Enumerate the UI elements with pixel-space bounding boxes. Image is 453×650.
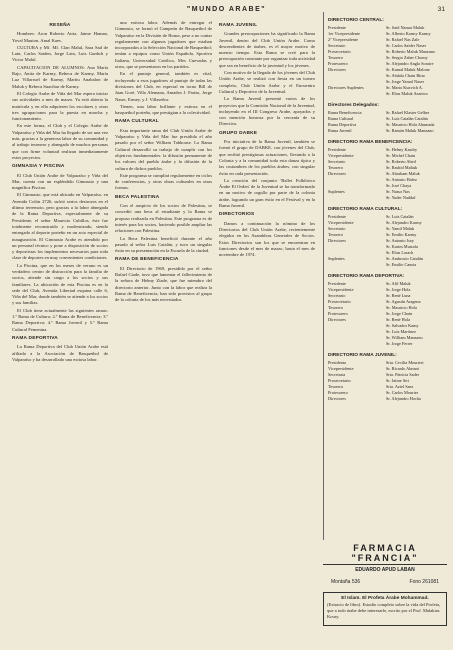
paragraph: CULTURA y Mf. Mf. Clan Malul, Sara Sad de Lain, Carlos Saiden, Jorge Lain, Luis Gunbch y Victor Malul. — [12, 44, 108, 63]
directory-role: Protesorero — [328, 311, 348, 316]
directory-role: Rama Cultural — [328, 116, 354, 121]
directory-member-name: Srta. Cecilia Mourieri — [386, 360, 424, 365]
directory-role: Secretario — [328, 159, 346, 164]
directory-role: Presidente — [328, 214, 346, 219]
section-heading: GIMNASIA Y PISCINA — [12, 164, 65, 170]
article-column-3 — [219, 20, 315, 259]
directory-member-name: Sr. Agustín Aragena — [386, 299, 421, 304]
directory-row — [324, 91, 448, 97]
ad-owner: EDUARDO APUD LABAN — [355, 567, 415, 573]
ad-title: FARMACIA "FRANCIA" — [323, 543, 447, 565]
section-heading: RAMA DE BENEFICENCIA — [115, 257, 179, 263]
paragraph: La Rama Deportiva del Club Unión Arabe está afiliada a la Asociación de Basquetbol de Valparaíso y ha desarrollado una exitosa labor. — [12, 344, 108, 362]
section-heading: RAMA DEPORTIVA — [12, 335, 58, 341]
paragraph: El Directorio de 1969, presidido por el señor Rafael Ciade, tuvo que lamentar el fallecimiento de la señora de Helmy Ziade, que fue miembro del directorio anterior. Junto con la labor que realiza la Rama de Beneficencia, han sido provistos al grupo de la colonia de los más necesitados. — [115, 265, 212, 303]
directory-role: Rama Deportiva — [328, 122, 357, 127]
directory-role: Protesorero — [328, 390, 348, 395]
paragraph: Con el auspicio de los socios de Palestina, se concedió una beca al estudiante y la Rama se propuso realizarla en Palestina. Este programa es de interés para los socios, haciendo posible ampliar las relaciones con Palestina. — [115, 203, 212, 234]
directory-row — [324, 396, 448, 402]
section-heading: BECA PALESTINA — [115, 194, 160, 200]
directory-member-name: Sr. Salvador Kamy — [386, 323, 419, 328]
directory-member-name: Sr. Yuder Naddaf — [386, 195, 416, 200]
paragraph: Damos a continuación la nómina de los Directorios del Club Unión Arabe, recientemente elegidos en los Asambleas Generales de Socios. Estos Directorios son los que se encuentran en funciones desde el mes de marzo, hasta el mes de noviembre de 1974. — [219, 220, 315, 258]
book-ad-title: El Islam. El Profeta Árabe Mohammad. — [341, 596, 429, 601]
paragraph: El Club Unión Arabe de Valparaíso y Viña del Mar, cuenta con un espléndido Gimnasio y una magnífica Piscina. — [12, 172, 108, 191]
paragraph: Con motivo de la llegada de los jóvenes del Club Unión Arabe, se realizó con fiesta en un torneo completo, Club Unión Arabe y el Encuentro Cultural y Deportivo de la Juventud. — [219, 70, 315, 94]
directory-role: Presidente — [328, 147, 346, 152]
directory-member-name: Sr. Emilio Karmy — [386, 232, 417, 237]
directory-row — [324, 262, 448, 268]
directory-section-title: DIRECTORIO RAMA JUVENIL: — [328, 353, 397, 358]
section-heading: DIRECTORIOS — [219, 212, 255, 218]
directory-member-name: Sr. Michel Chain — [386, 153, 416, 158]
directory-member-name: Sr. Jorge Chain — [386, 311, 413, 316]
book-ad-text: (Extracto de libro). Estudio completo sobre la vida del Profeta, que a todo árabe debe interesarle, escrito por el Prof. Malakias Koury. — [327, 602, 441, 619]
directory-role: Directores — [328, 238, 346, 243]
directory-role: Tesorero — [328, 232, 343, 237]
directory-member-name: Sr. Carlos Saider Naser — [386, 43, 427, 48]
directory-role: Directores — [328, 317, 346, 322]
directory-member-name: Sr. Helmy Kazdry — [386, 147, 418, 152]
directory-role: Prosecretario — [328, 299, 351, 304]
directory-role: Presidenta — [328, 360, 346, 365]
directory-member-name: Sr. Ambrosio Catalán — [386, 256, 423, 261]
directory-role: Vicepresidente — [328, 153, 354, 158]
book-ad-box — [323, 592, 447, 626]
directory-member-name: Sr. Antonio Jury — [386, 238, 415, 243]
directory-role: Tesorera — [328, 384, 343, 389]
directory-role: Secretario — [328, 43, 346, 48]
section-heading: GRUPO DABKE — [219, 130, 258, 136]
directory-role: Directores — [328, 171, 346, 176]
directory-member-name: Srta. Patricia Sader — [386, 372, 420, 377]
directory-member-name: Sr. Abdala Chain Bitar — [386, 73, 425, 78]
paragraph: Esta importante rama del Club Unión Arabe de Valparaíso y Viña del Mar fue presidida el año pasado por el señor William Tabbouse. La Rama Cultural desarrolló su trabajo de cumplir con los objetivos fundamentales: la difusión permanente de los valores del pueblo árabe y la difusión de la cultura de dichos pueblos. — [115, 127, 212, 171]
directory-role: Directores — [328, 396, 346, 401]
page-number: 31 — [437, 6, 445, 13]
directory-member-name: Sr. Mauricio Hola Ahumada — [386, 122, 435, 127]
directory-role: Prosecretario — [328, 49, 351, 54]
paragraph: CAPACITACION DE ALUMNOS: Ana María Rajo, Anita de Karmy, Rebeca de Karmy, María Luz Villarruel de Karmy, Martiu Anabalon de Maluk y Rebeca Suacibar de Karmy. — [12, 64, 108, 89]
directory-member-name: Sr. Carlos Mourier — [386, 390, 419, 395]
directory-role: Protesorero — [328, 61, 348, 66]
directory-role: Directores — [328, 67, 346, 72]
directory-member-name: Sr. Jorge Hola — [386, 287, 411, 292]
directory-member-name: Sr. Emilio Cansia — [386, 262, 417, 267]
directory-role: 1er Vicepresidente — [328, 31, 360, 36]
directory-member-name: Sr. Ricardo Abnani — [386, 366, 419, 371]
directory-role: Tesorero — [328, 55, 343, 60]
directory-role: Suplentes — [328, 256, 345, 261]
directory-member-name: Sr. William Manzano — [386, 335, 423, 340]
paragraph: El Gimnasio, que está ubicado en Valparaíso, en Avenida Colón 2726, sufrió serios destrozos en el último terremoto, pero gracias a la labor abnegada de la Rama Deportiva, especialmente de su Presidente, el señor Mauricio Cubillos, éste fue totalmente reconstruido y modernizado, siendo entregado al deporte porteño en un acto especial de inauguración. El Gimnasio Arabe es atendido por un personal técnico y pone a disposición de socios y deportistas los implementos necesarios para toda clase de deportes en muy convenientes condiciones. — [12, 192, 108, 261]
ad-address: Montaña 536 — [331, 579, 361, 585]
directory-member-name: Sr. Mario Kuzvich A. — [386, 85, 423, 90]
directory-role: Vicepresidente — [328, 287, 354, 292]
directory-role: 2º Vicepresidente — [328, 37, 358, 42]
directory-member-name: Sr. Elias Maluk Azanico — [386, 91, 428, 96]
directory-column — [323, 12, 448, 540]
directory-row — [324, 341, 448, 347]
directory-role: Presidente — [328, 25, 346, 30]
directory-role: Rama Beneficencia — [328, 110, 362, 115]
directory-member-name: Srta. Aziel Saez — [386, 384, 414, 389]
paragraph: una exitosa labor. Además de entregar el Gimnasio, se formó el Campeón de Basquetbol de Valparaíso en la División de Honor, pese a no contar regularmente con algunos jugadores que estaban incorporados a la Selección Nacional de Basquetbol; tenían a equipos como Unión Española, Sportiva Italiana, Universidad Católica, Mes Cuevadas y otros, que se presentaron en los partidos. — [115, 20, 212, 70]
paragraph: El Club tiene actualmente las siguientes ramas: 1.º Rama de Cultura; 2.º Rama de Beneficencia; 3.º Rama Deportiva; 4.º Rama Juvenil y 5.º Rama Cultural Femenina. — [12, 307, 108, 332]
section-heading: RAMA JUVENIL — [219, 23, 258, 28]
directory-member-name: Sr. Rafael Nas Zale — [386, 37, 420, 42]
pharmacy-ad — [323, 543, 447, 585]
paragraph: Tienen, una labor brillante y exitosa en el basquetbol porteño, que prestigian a la colectividad. — [115, 103, 212, 116]
directory-role: Secretaria — [328, 372, 346, 377]
directory-member-name: Sr. Yamil Maluk — [386, 226, 415, 231]
directory-role: Suplentes — [328, 189, 345, 194]
directory-member-name: Sr. Alejandro Karmy — [386, 220, 422, 225]
directory-member-name: Sr. Kamal Maluk Malone — [386, 67, 430, 72]
directory-role: Presidente — [328, 281, 346, 286]
section-heading: RAMA CULTURAL — [115, 119, 159, 125]
directory-member-name: Sr. Luis Martínez — [386, 329, 416, 334]
directory-section-title: DIRECTORIO RAMA DEPORTIVA: — [328, 274, 405, 279]
directory-role: Secretario — [328, 226, 346, 231]
directory-member-name: Sr. Antonio Hafez — [386, 177, 417, 182]
directory-role: Directores Suplentes — [328, 85, 364, 90]
directory-member-name: Sr. Alberto Karmy Karmy — [386, 31, 431, 36]
directory-member-name: Sr. Nasur Nas — [386, 189, 410, 194]
directory-member-name: Sr. Rashid Maltuk — [386, 165, 418, 170]
directory-member-name: Sr. José Chaya — [386, 183, 412, 188]
directory-member-name: Sr. Luis Catalán — [386, 214, 414, 219]
paragraph: La Rama Juvenil presentó varios de los proyectos que la Comisión Nacional de la Juventud, incluyendo en el III Congreso Arabe, apoyados y con mención honrosa por la cercanía de su Directiva. — [219, 96, 315, 127]
directory-section-title: DIRECTORIO CENTRAL: — [328, 18, 384, 23]
directory-member-name: Sr. Said Namar Maluk — [386, 25, 425, 30]
paragraph: Hombres: Aron Roberto Atria, Jaime Haman, Yoval Mauton, Amal Kaes. — [12, 31, 108, 43]
directory-role: Vicepresidente — [328, 220, 354, 225]
directory-row — [324, 195, 448, 201]
article-column-1 — [12, 20, 108, 364]
ad-contact — [323, 579, 447, 585]
paragraph: Por iniciativa de la Rama Juvenil, también se formó el grupo de DABKE, con jóvenes del Club, que recibió prestigiosas actuaciones, llevando a la Colonia y a la comunidad toda esta danza típica y las costumbres de los pueblos árabes, con singular éxito en cada presentación. — [219, 139, 315, 176]
directory-role: Secretario — [328, 293, 346, 298]
directory-role: Rama Juvenil — [328, 128, 352, 133]
paragraph: En el puntaje general, también es vital, incluyendo a esos jugadores al puntaje de todas las divisiones del Club, en especial en torno Bill de Juan Goré, Villa Alemana, Amadeo J. Farías, Jorge Naser, Ermey, y J. Villaseñor. — [115, 71, 212, 102]
directory-member-name: Sr. Elias Larach — [386, 250, 414, 255]
directory-member-name: Sr. René Luna — [386, 293, 411, 298]
directory-member-name: Sr. Ramón Maluk Manzano — [386, 128, 434, 133]
directory-member-name: Sr. Rafael Klaster Gelber — [386, 110, 430, 115]
directory-member-name: Sr. Roberto Abed — [386, 159, 416, 164]
directory-member-name: Sr. Jorge Ferrer — [386, 341, 413, 346]
paragraph: El Colegio Arabe de Viña del Mar espera iniciar sus actividades a mes de marzo. Ya está abierta la matrícula y en ella adquieren los escolares y otras tres agrupaciones para la puesta en marcha y funcionamiento. — [12, 90, 108, 122]
directory-member-name: Sr. Luis Catalán Catalán — [386, 116, 428, 121]
directory-row — [324, 128, 448, 134]
directory-member-name: Sr. Alejandro Hocha — [386, 396, 421, 401]
paragraph: La Beca Palestina benefició durante el año pasado al señor Luis Catalán, y tuvo un singular éxito en su presentación en la Escuela de la ciudad. — [115, 235, 212, 254]
directory-member-name: Sr. Jaime Siri — [386, 378, 410, 383]
article-column-2 — [115, 20, 212, 304]
directory-member-name: Sr. Karim Mustafa — [386, 244, 418, 249]
directory-member-name: Sr. Alif Maluk — [386, 281, 411, 286]
directory-section-title: DIRECTORIO RAMA BENEFICENCIA: — [328, 140, 413, 145]
directory-role: Prosecretario — [328, 378, 351, 383]
paragraph: Grandes preocupaciones ha significado la Rama Juvenil, dentro del Club Unión Arabe. Como descendientes de árabes, es el mayor motivo de nuestro tiempo. Esta Rama se creó para la preocupación constante por organizar toda actividad que sea en beneficio de la juventud y los jóvenes. — [219, 31, 315, 68]
directory-member-name: Sr. Abraham Maluk — [386, 171, 420, 176]
directory-member-name: Sr. Roberto Maluk Manzano — [386, 49, 435, 54]
page-header-title: "MUNDO ARABE" — [186, 6, 267, 13]
paragraph: La creación del conjunto 'Ballet Folklórico Árabe El Orden' de la Juventud se ha transformado en un motivo de orgullo por parte de la colonia árabe, logrando un gran éxito en el Festival y en la Rama Juvenil. — [219, 177, 315, 209]
ad-phone: Fono 261081 — [409, 579, 439, 585]
paragraph: Este programa se cumplirá regularmente en ciclos de conferencias, y otras obras culturales en otras formas. — [115, 172, 212, 191]
paragraph: En este forma, el Club y el Colegio Arabe de Valparaíso y Viña del Mar ha llegado de ser una vez más, gracias a la generosa labor de su comunidad y al trabajo tesonero y abnegado de muchos personas que con firme voluntad realizan inmediatamente estos proyectos. — [12, 123, 108, 160]
directory-role: Tesorero — [328, 165, 343, 170]
directory-role: Vicepresidente — [328, 366, 354, 371]
paragraph: La Piscina, que en los meses de verano es un verdadero centro de distracción para la familia de socios, atiende sin cargo a los socios y sus familiares. La ubicación de esta Piscina es en la sede del Club, Avenida Libertad esquina calle 6, Viña del Mar, donde también se atiende a los socios y sus familias. — [12, 262, 108, 306]
directory-section-title: DIRECTORIO RAMA CULTURAL: — [328, 207, 403, 212]
directory-role: Tesorero — [328, 305, 343, 310]
section-heading: RESEÑA — [49, 23, 71, 28]
directory-member-name: Sr. Sergio Zaher Chomy — [386, 55, 428, 60]
directory-member-name: Sr. Mauricio Hola — [386, 305, 417, 310]
directory-member-name: Sr. Alejandro Angla Soraire — [386, 61, 434, 66]
directory-member-name: Sr. René Hola — [386, 317, 410, 322]
directory-member-name: Sr. Jorge Yamal Naser — [386, 79, 424, 84]
directory-section-title: Directores Delegados: — [328, 103, 379, 108]
